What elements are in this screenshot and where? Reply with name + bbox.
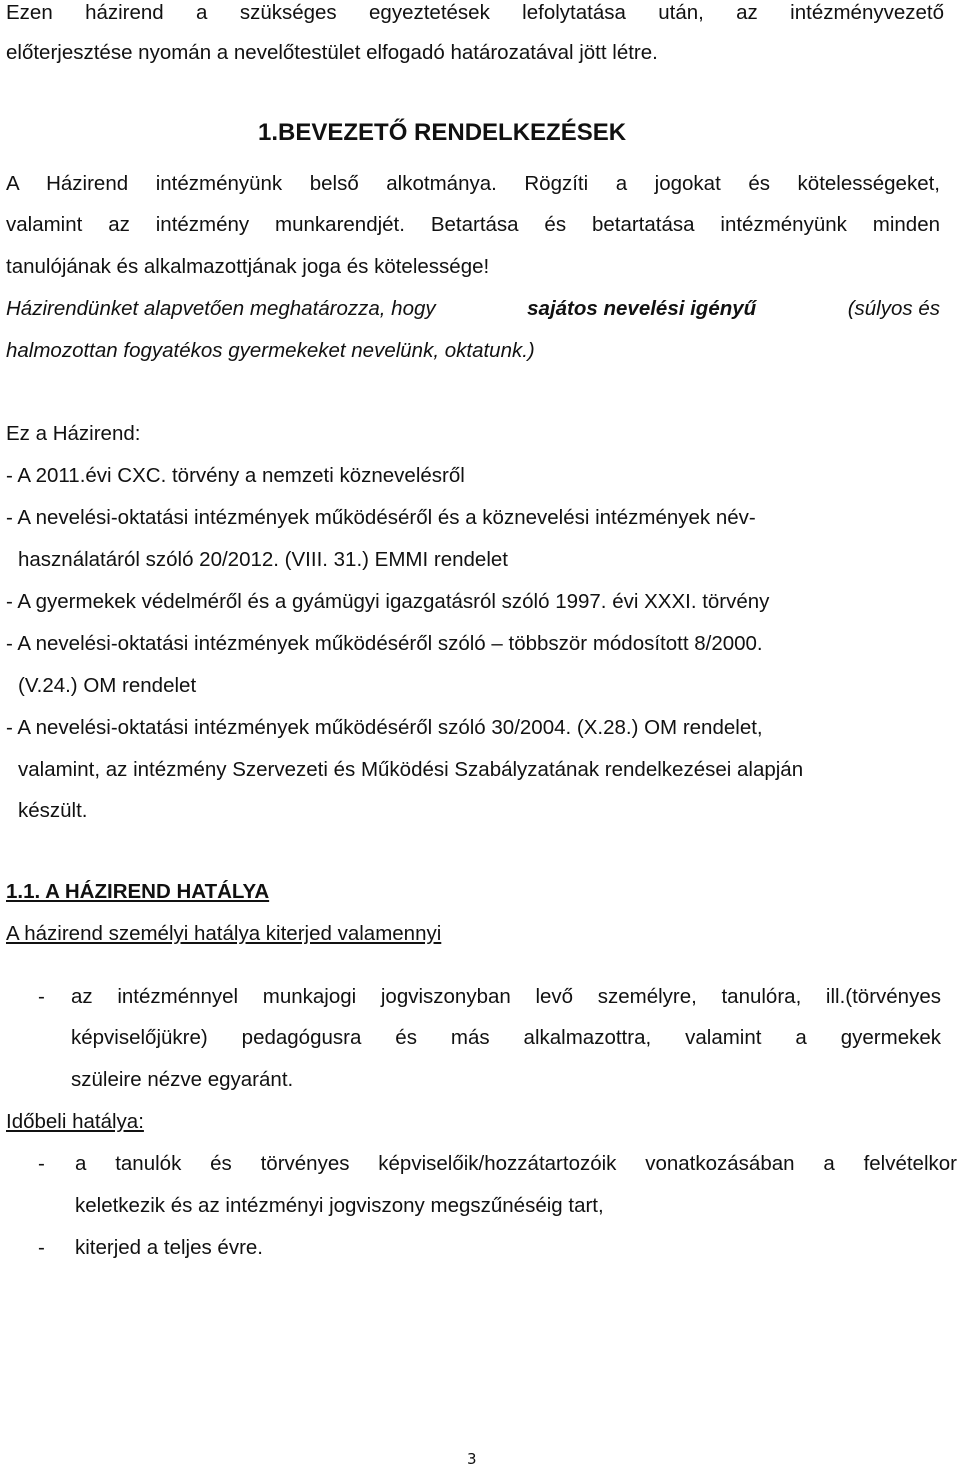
law-item-continuation: használatáról szóló 20/2012. (VIII. 31.) EMMI rendelet [18,548,508,571]
law-item-continuation: valamint, az intézmény Szervezeti és Működési Szabályzatának rendelkezései alapján [18,758,804,781]
law-item: - A nevelési-oktatási intézmények működéséről szóló 30/2004. (X.28.) OM rendelet, [6,716,763,739]
section-heading: 1.BEVEZETŐ RENDELKEZÉSEK [258,119,627,146]
page-number: 3 [467,1450,477,1468]
law-item: - A nevelési-oktatási intézmények működéséről és a köznevelési intézmények név- [6,506,756,529]
list-item-line: a tanulók és törvényes képviselőik/hozzátartozóik vonatkozásában a felvételkor [75,1152,957,1175]
law-item-continuation: készült. [18,799,88,822]
list-dash: - [38,985,45,1008]
paragraph-line: valamint az intézmény munkarendjét. Betartása és betartatása intézményünk minden [6,213,940,236]
law-item: - A nevelési-oktatási intézmények működéséről szóló – többször módosított 8/2000. [6,632,763,655]
law-list-intro: Ez a Házirend: [6,422,141,445]
paragraph-line: tanulójának és alkalmazottjának joga és kötelessége! [6,255,490,278]
list-item-line: képviselőjükre) pedagógusra és más alkalmazottra, valamint a gyermekek [71,1026,941,1049]
law-item-continuation: (V.24.) OM rendelet [18,674,197,697]
emphasis-text-bold: sajátos nevelési igényű [527,297,757,320]
emphasis-paragraph-line [6,296,940,322]
list-item-line: kiterjed a teljes évre. [75,1236,264,1259]
emphasis-text-end: (súlyos és [847,297,940,320]
emphasis-paragraph-line: halmozottan fogyatékos gyermekeket nevelünk, oktatunk.) [6,339,535,362]
law-item: - A 2011.évi CXC. törvény a nemzeti köznevelésről [6,464,465,487]
personal-scope-label: A házirend személyi hatálya kiterjed valamennyi [6,922,442,945]
list-item-line: szüleire nézve egyaránt. [71,1068,294,1091]
subsection-heading: 1.1. A HÁZIREND HATÁLYA [6,880,270,903]
time-scope-label: Időbeli hatálya: [6,1110,144,1133]
paragraph-line: A Házirend intézményünk belső alkotmánya. Rögzíti a jogokat és kötelességeket, [6,172,940,195]
list-item-line: keletkezik és az intézményi jogviszony megszűnéséig tart, [75,1194,604,1217]
law-item: - A gyermekek védelméről és a gyámügyi igazgatásról szóló 1997. évi XXXI. törvény [6,590,770,613]
list-dash: - [38,1236,45,1259]
list-item-line: az intézménnyel munkajogi jogviszonyban levő személyre, tanulóra, ill.(törvényes [71,985,941,1008]
emphasis-text-start: Házirendünket alapvetően meghatározza, hogy [6,297,436,320]
list-dash: - [38,1152,45,1175]
intro-line-2: előterjesztése nyomán a nevelőtestület elfogadó határozatával jött létre. [6,41,658,64]
intro-line-1: Ezen házirend a szükséges egyeztetések lefolytatása után, az intézményvezető [6,1,944,24]
